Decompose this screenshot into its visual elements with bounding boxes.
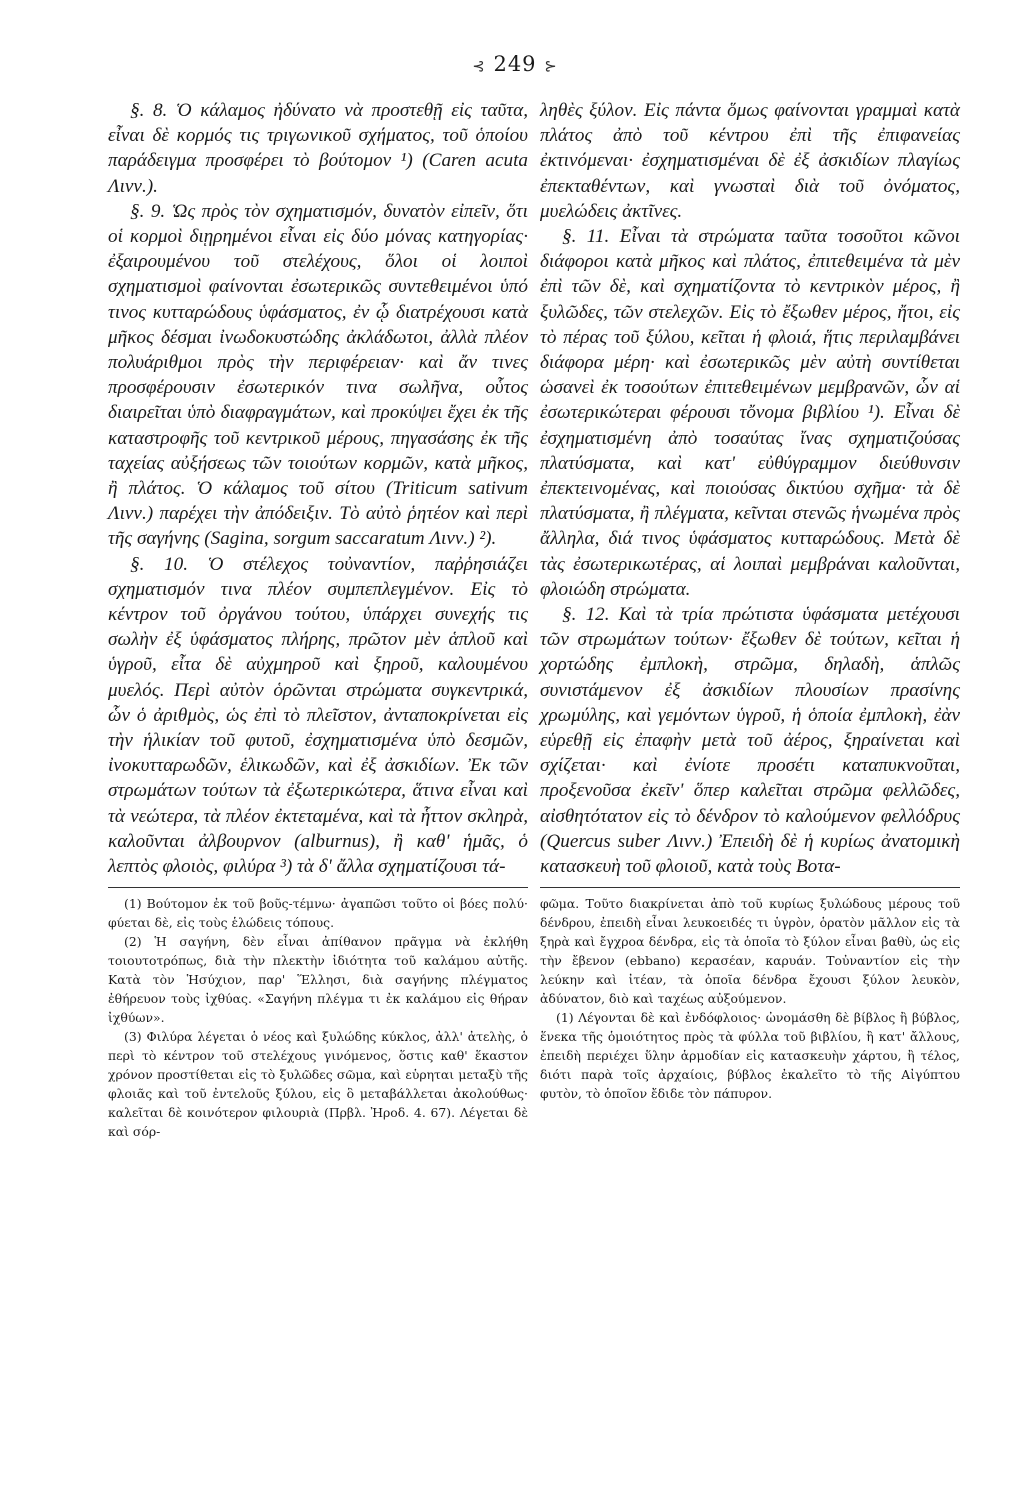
footnote-2: (2) Ἡ σαγήνη, δὲν εἶναι ἀπίθανον πρᾶγμα νὰ ἐκλήθη τοιουτοτρόπως, διὰ τὴν πλεκτὴν ἰδιότητα τοῦ καλάμου αὐτῆς. Κατὰ τὸν Ἡσύχιον, παρ' Ἕλλησι, διὰ σαγήνης πλέγματος ἐθήρευον τοὺς ἰχθύας. «Σαγήνη πλέγμα τι ἐκ καλάμου εἰς θήραν ἰχθύων». [108, 934, 528, 1026]
paragraph-continuation: ληθὲς ξύλον. Εἰς πάντα ὅμως φαίνονται γραμμαὶ κατὰ πλάτος ἀπὸ τοῦ κέντρου ἐπὶ τῆς ἐπιφανείας ἐκτινόμεναι· ἐσχηματισμέναι δὲ ἐξ ἀσκιδίων πλαγίως ἐπεκταθέντων, καὶ γνωσταὶ διὰ τοῦ ὀνόματος, μυελώδεις ἀκτῖνες. [540, 100, 960, 222]
left-footnotes [108, 894, 528, 1141]
page-number: 249 [493, 52, 537, 76]
right-footnotes [540, 894, 960, 1103]
right-column [540, 98, 960, 1103]
footnote-1-right: (1) Λέγονται δὲ καὶ ἐνδόφλοιος· ὠνομάσθη δὲ βίβλος ἢ βύβλος, ἕνεκα τῆς ὁμοιότητος πρὸς τὰ φύλλα τοῦ βιβλίου, ἢ κατ' ἄλλους, ἐπειδὴ περιέχει ὕλην ἁρμοδίαν εἰς κατασκευὴν χάρτου, ἢ τέλος, διότι παρὰ τοῖς ἀρχαίοις, βύβλος ἐκαλεῖτο τὸ τῆς Αἰγύπτου φυτὸν, τὸ ὁποῖον ἔδιδε τὸν πάπυρον. [540, 1010, 960, 1102]
left-column [108, 98, 528, 1141]
footnote-divider [540, 887, 960, 888]
footnote-continuation: φῶμα. Τοῦτο διακρίνεται ἀπὸ τοῦ κυρίως ξυλώδους μέρους τοῦ δένδρου, ἐπειδὴ εἶναι λευκοειδές τι ὑγρὸν, ὁρατὸν μᾶλλον εἰς τὰ ξηρὰ καὶ ἔγχροα δένδρα, εἰς τὰ ὁποῖα τὸ ξύλον εἶναι βαθὺ, ὡς εἰς τὴν ἔβενον (ebbano) κερασέαν, καρυάν. Τοὐναντίον εἰς τὴν λεύκην καὶ ἰτέαν, τὰ ὁποῖα δένδρα ἔχουσι ξύλον λευκὸν, ἀδύνατον, διὸ καὶ ταχέως αὐξούμενον. [540, 896, 960, 1007]
right-main-text [540, 98, 960, 879]
footnote-3: (3) Φιλύρα λέγεται ὁ νέος καὶ ξυλώδης κύκλος, ἀλλ' ἀτελὴς, ὁ περὶ τὸ κέντρον τοῦ στελέχους γινόμενος, ὅστις καθ' ἕκαστον χρόνον προστίθεται εἰς τὸ ξυλῶδες σῶμα, καὶ εὑρηται μεταξὺ τῆς φλοιᾶς καὶ τοῦ ἐντελοῦς ξύλου, εἰς ὃ μεταβάλλεται ἀκολούθως· καλεῖται δὲ κοινότερον φιλουριὰ (Πρβλ. Ἠροδ. 4. 67). Λέγεται δὲ καὶ σόρ- [108, 1029, 528, 1140]
footnote-1: (1) Βούτομον ἐκ τοῦ βοῦς-τέμνω· ἀγαπῶσι τοῦτο οἱ βόες πολύ· φύεται δὲ, εἰς τοὺς ἑλώδεις τόπους. [108, 896, 528, 931]
ornament-left: ⊰ [472, 57, 486, 75]
left-main-text [108, 98, 528, 879]
page-header [0, 52, 1030, 76]
ornament-right: ⊱ [544, 57, 558, 75]
footnote-divider [108, 887, 528, 888]
paragraph-section-10: §. 10. Ὁ στέλεχος τοὐναντίον, παῤῥησιάζει σχηματισμόν τινα πλέον συμπεπλεγμένον. Εἰς τὸ κέντρον τοῦ ὀργάνου τούτου, ὑπάρχει συνεχής τις σωλὴν ἐξ ὑφάσματος πλήρης, πρῶτον μὲν ἁπλοῦ καὶ ὑγροῦ, εἶτα δὲ αὐχμηροῦ καὶ ξηροῦ, καλουμένου μυελός. Περὶ αὐτὸν ὁρῶνται στρώματα συγκεντρικά, ὧν ὁ ἀριθμὸς, ὡς ἐπὶ τὸ πλεῖστον, ἀνταποκρίνεται εἰς τὴν ἡλικίαν τοῦ φυτοῦ, ἐσχηματισμένα ὑπὸ δεσμῶν, ἰνοκυτταρωδῶν, ἑλικωδῶν, καὶ ἐξ ἀσκιδίων. Ἐκ τῶν στρωμάτων τούτων τὰ ἐξωτερικώτερα, ἅτινα εἶναι καὶ τὰ νεώτερα, τὰ πλέον ἐκτεταμένα, καὶ τὰ ἧττον σκληρὰ, καλοῦνται ἀλβουρνον (alburnus), ἢ καθ' ἡμᾶς, ὁ λεπτὸς φλοιὸς, φιλύρα ³) τὰ δ' ἄλλα σχηματίζουσι τά- [108, 553, 528, 878]
paragraph-section-11: §. 11. Εἶναι τὰ στρώματα ταῦτα τοσοῦτοι κῶνοι διάφοροι κατὰ μῆκος καὶ πλάτος, ἐπιτεθειμένα τὰ μὲν ἐπὶ τῶν δὲ, καὶ σχηματίζοντα τὸ κεντρικὸν μέρος, ἢ ξυλῶδες, τῶν στελεχῶν. Εἰς τὸ ἔξωθεν μέρος, ἤτοι, εἰς τὸ πέρας τοῦ ξύλου, κεῖται ἡ φλοιά, ἥτις περιλαμβάνει διάφορα μέρη· καὶ ἐσωτερικῶς μὲν αὐτὴ συντίθεται ὡσανεὶ ἐκ τοσούτων ἐπιτεθειμένων μεμβρανῶν, ὧν αἱ ἐσωτερικώτεραι φέρουσι τὄνομα βιβλίου ¹). Εἶναι δὲ ἐσχηματισμένη ἀπὸ τοσαύτας ἴνας σχηματιζούσας πλατύσματα, καὶ κατ' εὐθύγραμμον διεύθυνσιν ἐπεκτεινομένας, καὶ ποιούσας δικτύου σχῆμα· τὰ δὲ πλατύσματα, ἢ πλέγματα, κεῖνται στενῶς ἡνωμένα πρὸς ἄλληλα, διά τινος ὑφάσματος κυτταρώδους. Μετὰ δὲ τὰς ἐσωτερικωτέρας, αἱ λοιπαὶ μεμβράναι καλοῦνται, φλοιώδη στρώματα. [540, 226, 960, 600]
paragraph-section-9: §. 9. Ὡς πρὸς τὸν σχηματισμόν, δυνατὸν εἰπεῖν, ὅτι οἱ κορμοὶ διῃρημένοι εἶναι εἰς δύο μόνας κατηγορίας· ἐξαιρουμένου τοῦ στελέχους, ὅλοι οἱ λοιποὶ σχηματισμοὶ φαίνονται ἐσωτερικῶς συντεθειμένοι ὑπό τινος κυτταρώδους ὑφάσματος, ἐν ᾧ διατρέχουσι κατὰ μῆκος δέσμαι ἰνωδοκυστώδης ἀκλάδωτοι, ἀλλὰ πλέον πολυάριθμοι πρὸς τὴν περιφέρειαν· καὶ ἄν τινες προσφέρουσιν ἐσωτερικόν τινα σωλῆνα, οὗτος διαιρεῖται ὑπὸ διαφραγμάτων, καὶ προκύψει ἔχει ἐκ τῆς καταστροφῆς τοῦ κεντρικοῦ μέρους, πηγασάσης ἐκ τῆς ταχείας αὐξήσεως τῶν τοιούτων κορμῶν, κατὰ μῆκος, ἢ πλάτος. Ὁ κάλαμος τοῦ σίτου (Triticum sativum Λινν.) παρέχει τὴν ἀπόδειξιν. Τὸ αὐτὸ ῥητέον καὶ περὶ τῆς σαγήνης (Sagina, sorgum saccaratum Λινν.) ²). [108, 200, 528, 550]
paragraph-section-12: §. 12. Καὶ τὰ τρία πρώτιστα ὑφάσματα μετέχουσι τῶν στρωμάτων τούτων· ἔξωθεν δὲ τούτων, κεῖται ἡ χορτώδης ἐμπλοκὴ, στρῶμα, δηλαδὴ, ἁπλῶς συνιστάμενον ἐξ ἀσκιδίων πλουσίων πρασίνης χρωμύλης, καὶ γεμόντων ὑγροῦ, ἡ ὁποία ἐμπλοκὴ, ἐὰν εὑρεθῇ εἰς ἐπαφὴν μετὰ τοῦ ἀέρος, ξηραίνεται καὶ σχίζεται· καὶ ἐνίοτε προσέτι καταπυκνοῦται, προξενοῦσα ἐκεῖν' ὅπερ καλεῖται στρῶμα φελλῶδες, αἰσθητότατον εἰς τὸ δένδρον τὸ καλούμενον φελλόδρυς (Quercus suber Λινν.) Ἐπειδὴ δὲ ἡ κυρίως ἀνατομικὴ κατασκευὴ τοῦ φλοιοῦ, κατὰ τοὺς Βοτα- [540, 604, 960, 878]
paragraph-section-8: §. 8. Ὁ κάλαμος ἠδύνατο νὰ προστεθῇ εἰς ταῦτα, εἶναι δὲ κορμός τις τριγωνικοῦ σχήματος, τοῦ ὁποίου παράδειγμα προσφέρει τὸ βούτομον ¹) (Caren acuta Λινν.). [108, 100, 528, 197]
